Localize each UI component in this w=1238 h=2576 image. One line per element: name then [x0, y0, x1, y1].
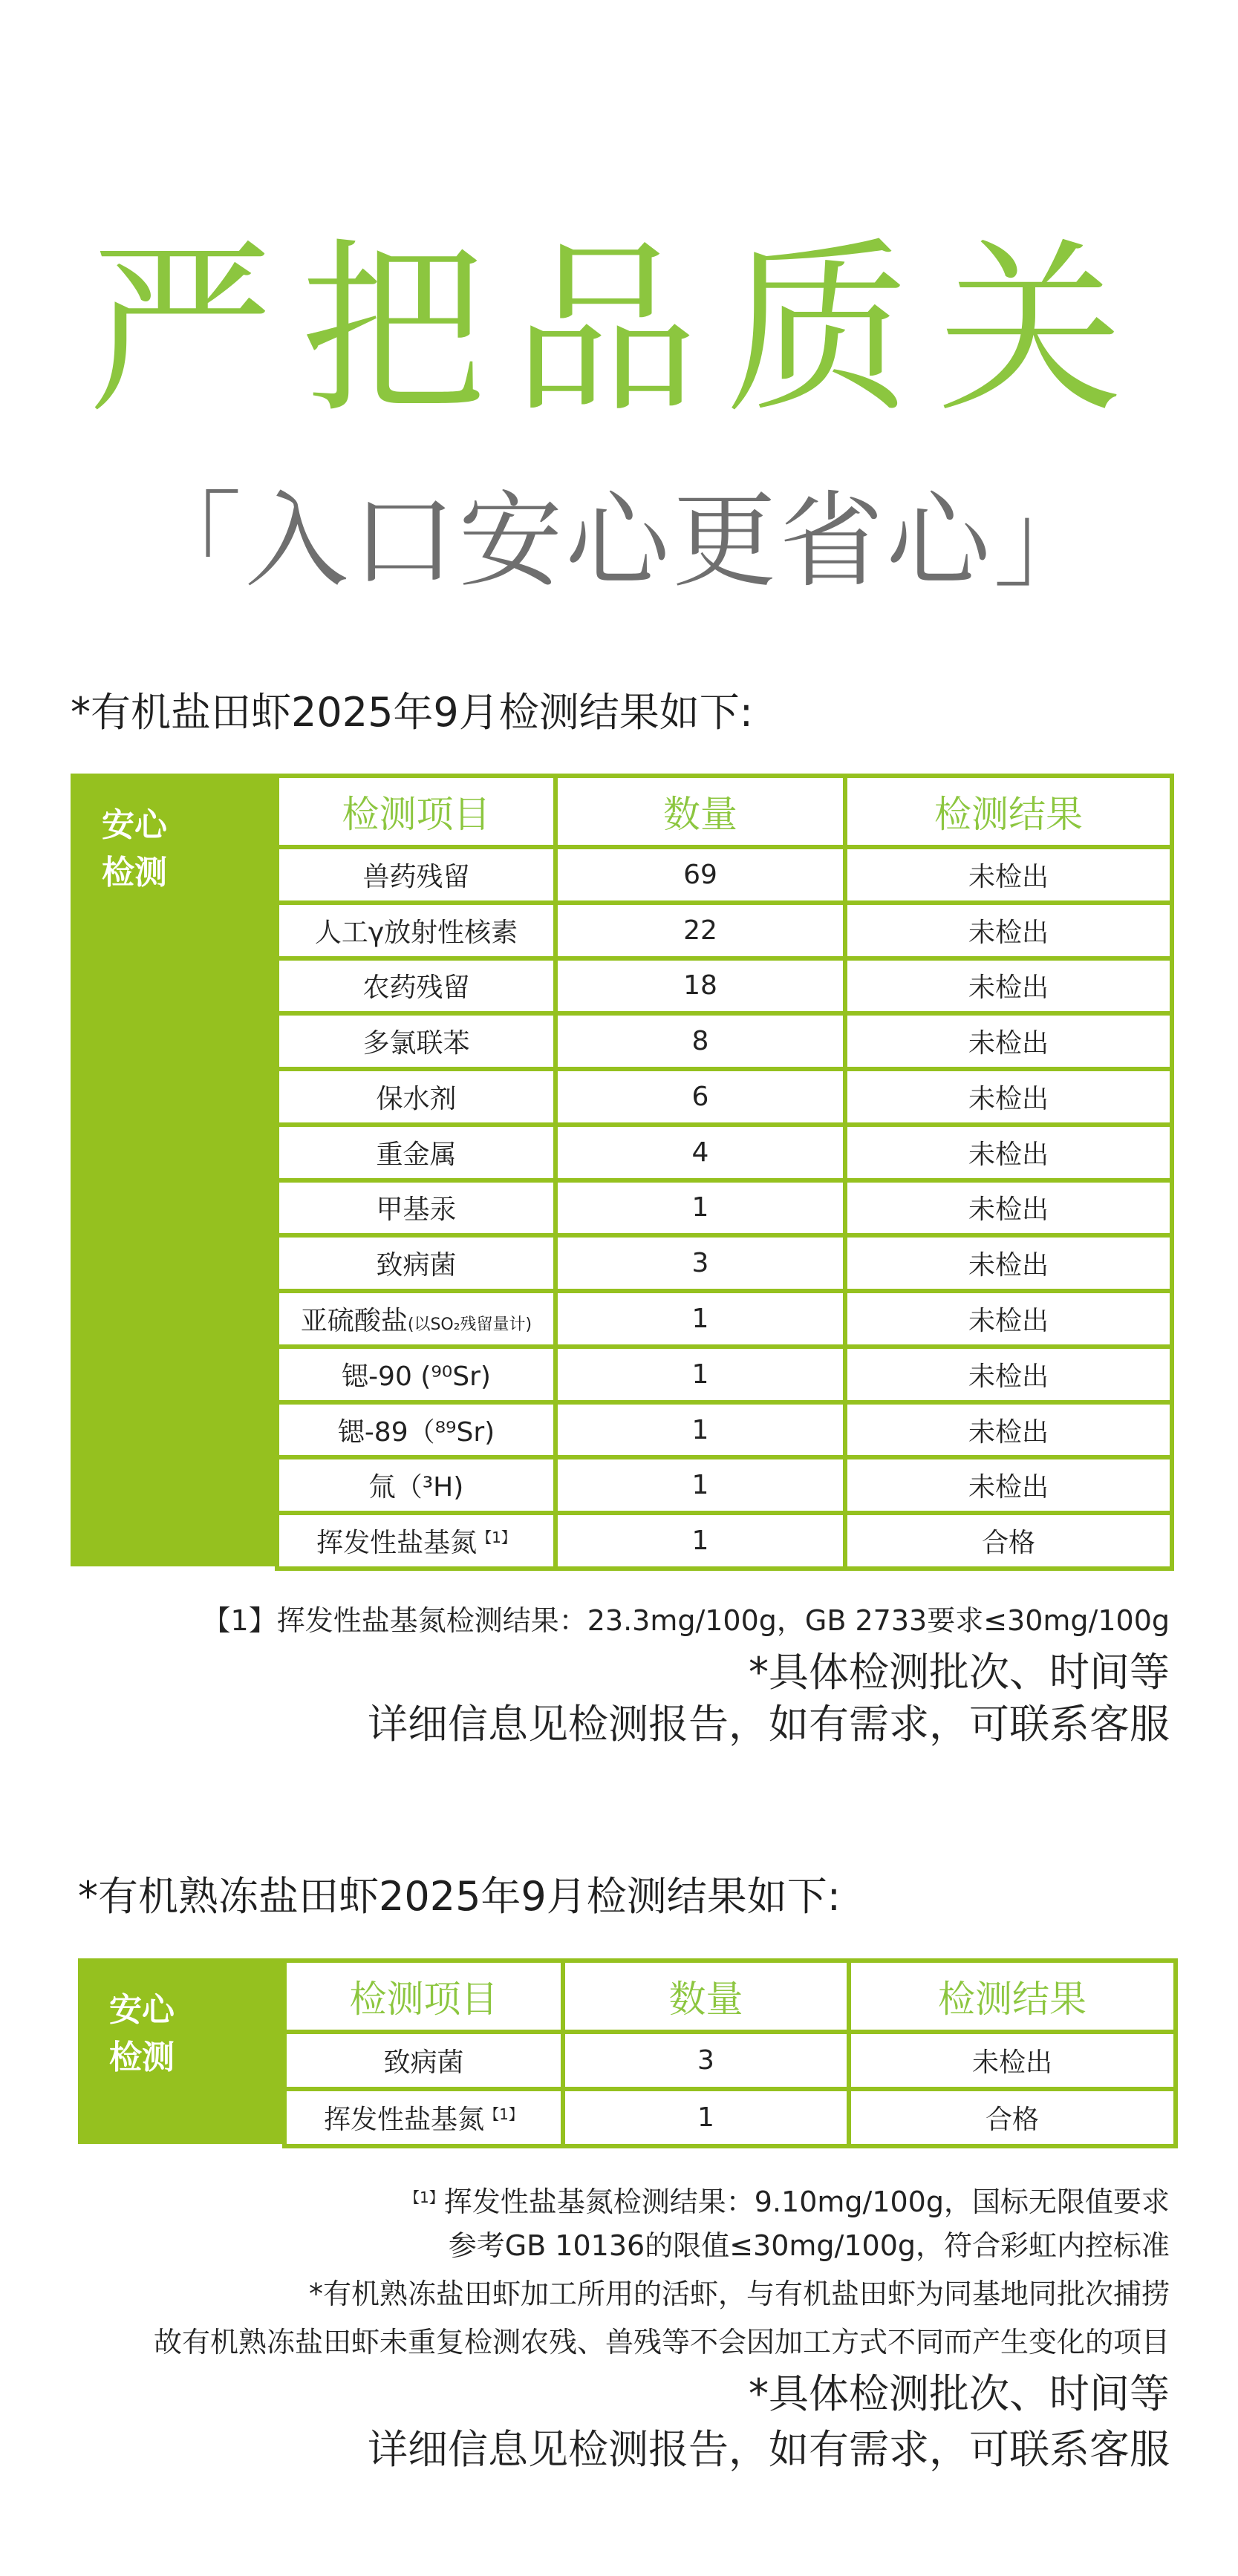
cell-item [277, 1069, 556, 1125]
table-row [277, 847, 1172, 903]
table-header-row [284, 1961, 1176, 2032]
cell-result: 未检出 [845, 958, 1172, 1014]
cell-count: 1 [563, 2089, 849, 2146]
section1-table [71, 774, 1170, 1566]
cell-item-text: 挥发性盐基氮 [324, 2105, 485, 2135]
cell-result: 未检出 [845, 903, 1172, 958]
cell-result: 未检出 [849, 2032, 1176, 2089]
footnote-text: 挥发性盐基氮检测结果：9.10mg/100g，国标无限值要求 [443, 2186, 1170, 2218]
cell-item [277, 1180, 556, 1236]
table-row [277, 1069, 1172, 1125]
cell-count: 6 [556, 1069, 845, 1125]
cell-item-note: (以SO₂残留量计) [407, 1315, 532, 1334]
footnote-mark: 【1】 [405, 2188, 444, 2206]
cell-count: 1 [556, 1402, 845, 1458]
cell-item [277, 1235, 556, 1291]
table-row [277, 1291, 1172, 1347]
cell-result: 合格 [849, 2089, 1176, 2146]
cell-item-text: 挥发性盐基氮 [316, 1528, 478, 1559]
header-count: 数量 [556, 776, 845, 847]
header-item: 检测项目 [277, 776, 556, 847]
footnote-mark: 【1】 [477, 1529, 516, 1547]
section2-footnote-1 [405, 2179, 1170, 2220]
footnote-mark: 【1】 [484, 2105, 524, 2123]
cell-item-text: 甲基汞 [376, 1194, 457, 1226]
header-result: 检测结果 [845, 776, 1172, 847]
cell-count: 18 [556, 958, 845, 1014]
table-row [277, 1457, 1172, 1513]
section2-grid [282, 1958, 1178, 2148]
cell-item [277, 1513, 556, 1569]
cell-count: 1 [556, 1180, 845, 1236]
table-row [277, 903, 1172, 958]
table-row [284, 2032, 1176, 2089]
page-subtitle: 「入口安心更省心」 [137, 481, 1101, 602]
cell-result: 未检出 [845, 1125, 1172, 1180]
cell-item [277, 1402, 556, 1458]
section2-side-label [78, 1958, 282, 2144]
cell-result: 未检出 [845, 1013, 1172, 1069]
cell-count: 8 [556, 1013, 845, 1069]
cell-count: 3 [563, 2032, 849, 2089]
table-row [277, 1180, 1172, 1236]
header-result: 检测结果 [849, 1961, 1176, 2032]
table-row [277, 958, 1172, 1014]
cell-count: 69 [556, 847, 845, 903]
header-item: 检测项目 [284, 1961, 563, 2032]
cell-count: 22 [556, 903, 845, 958]
section1-grid [275, 774, 1174, 1571]
cell-result: 未检出 [845, 1291, 1172, 1347]
side-label-line: 安心 [102, 806, 167, 844]
side-label-line: 检测 [109, 2039, 175, 2076]
cell-item-text: 致病菌 [383, 2047, 464, 2078]
cell-item-text: 农药残留 [362, 972, 470, 1004]
section2-note-line1: *具体检测批次、时间等 [749, 2370, 1170, 2417]
cell-result: 未检出 [845, 1457, 1172, 1513]
cell-item [277, 1125, 556, 1180]
cell-item [277, 1291, 556, 1347]
table-row [277, 1347, 1172, 1402]
section1-footnote: 【1】挥发性盐基氮检测结果：23.3mg/100g，GB 2733要求≤30mg/100g [202, 1604, 1170, 1637]
cell-item [277, 958, 556, 1014]
table-row [277, 1013, 1172, 1069]
cell-result: 未检出 [845, 1402, 1172, 1458]
cell-item-text: 多氯联苯 [362, 1028, 470, 1059]
cell-item-text: 锶-90 (⁹⁰Sr) [342, 1361, 491, 1392]
section2-footnote-2: 参考GB 10136的限值≤30mg/100g，符合彩虹内控标准 [448, 2229, 1170, 2262]
table-row [277, 1235, 1172, 1291]
cell-count: 1 [556, 1513, 845, 1569]
cell-result: 未检出 [845, 1235, 1172, 1291]
table-row [277, 1402, 1172, 1458]
cell-item-text: 致病菌 [376, 1250, 457, 1281]
cell-result: 未检出 [845, 1347, 1172, 1402]
cell-item-text: 氚（³H) [368, 1472, 464, 1503]
section1-note-line2: 详细信息见检测报告，如有需求，可联系客服 [368, 1701, 1170, 1748]
cell-item [284, 2032, 563, 2089]
cell-item-text: 人工γ放射性核素 [314, 917, 518, 948]
cell-item-text: 亚硫酸盐 [300, 1306, 408, 1336]
cell-result: 合格 [845, 1513, 1172, 1569]
cell-result: 未检出 [845, 847, 1172, 903]
side-label-line: 检测 [102, 854, 167, 892]
cell-item [277, 903, 556, 958]
section1-heading: *有机盐田虾2025年9月检测结果如下: [71, 689, 753, 736]
page-title: 严把品质关 [88, 222, 1150, 438]
section1-side-label [71, 774, 275, 1566]
table-header-row [277, 776, 1172, 847]
table-row [277, 1125, 1172, 1180]
cell-result: 未检出 [845, 1069, 1172, 1125]
cell-item [284, 2089, 563, 2146]
header-count: 数量 [563, 1961, 849, 2032]
section2-heading: *有机熟冻盐田虾2025年9月检测结果如下: [78, 1873, 841, 1920]
cell-item-text: 重金属 [376, 1139, 457, 1170]
cell-item [277, 1347, 556, 1402]
cell-item-text: 保水剂 [376, 1083, 457, 1114]
cell-count: 3 [556, 1235, 845, 1291]
table-row [277, 1513, 1172, 1569]
section2-footnote-3: *有机熟冻盐田虾加工所用的活虾，与有机盐田虾为同基地同批次捕捞 [308, 2278, 1170, 2310]
section2-table [78, 1958, 1173, 2144]
cell-count: 1 [556, 1291, 845, 1347]
side-label-line: 安心 [109, 1991, 175, 2029]
section2-note-line2: 详细信息见检测报告，如有需求，可联系客服 [368, 2426, 1170, 2473]
cell-item [277, 847, 556, 903]
cell-count: 1 [556, 1347, 845, 1402]
cell-item-text: 锶-89（⁸⁹Sr) [337, 1416, 495, 1448]
cell-item-text: 兽药残留 [362, 861, 470, 892]
table-row [284, 2089, 1176, 2146]
section2-footnote-4: 故有机熟冻盐田虾未重复检测农残、兽残等不会因加工方式不同而产生变化的项目 [153, 2326, 1170, 2358]
cell-count: 1 [556, 1457, 845, 1513]
cell-item [277, 1013, 556, 1069]
section1-note-line1: *具体检测批次、时间等 [749, 1649, 1170, 1696]
cell-item [277, 1457, 556, 1513]
cell-result: 未检出 [845, 1180, 1172, 1236]
cell-count: 4 [556, 1125, 845, 1180]
